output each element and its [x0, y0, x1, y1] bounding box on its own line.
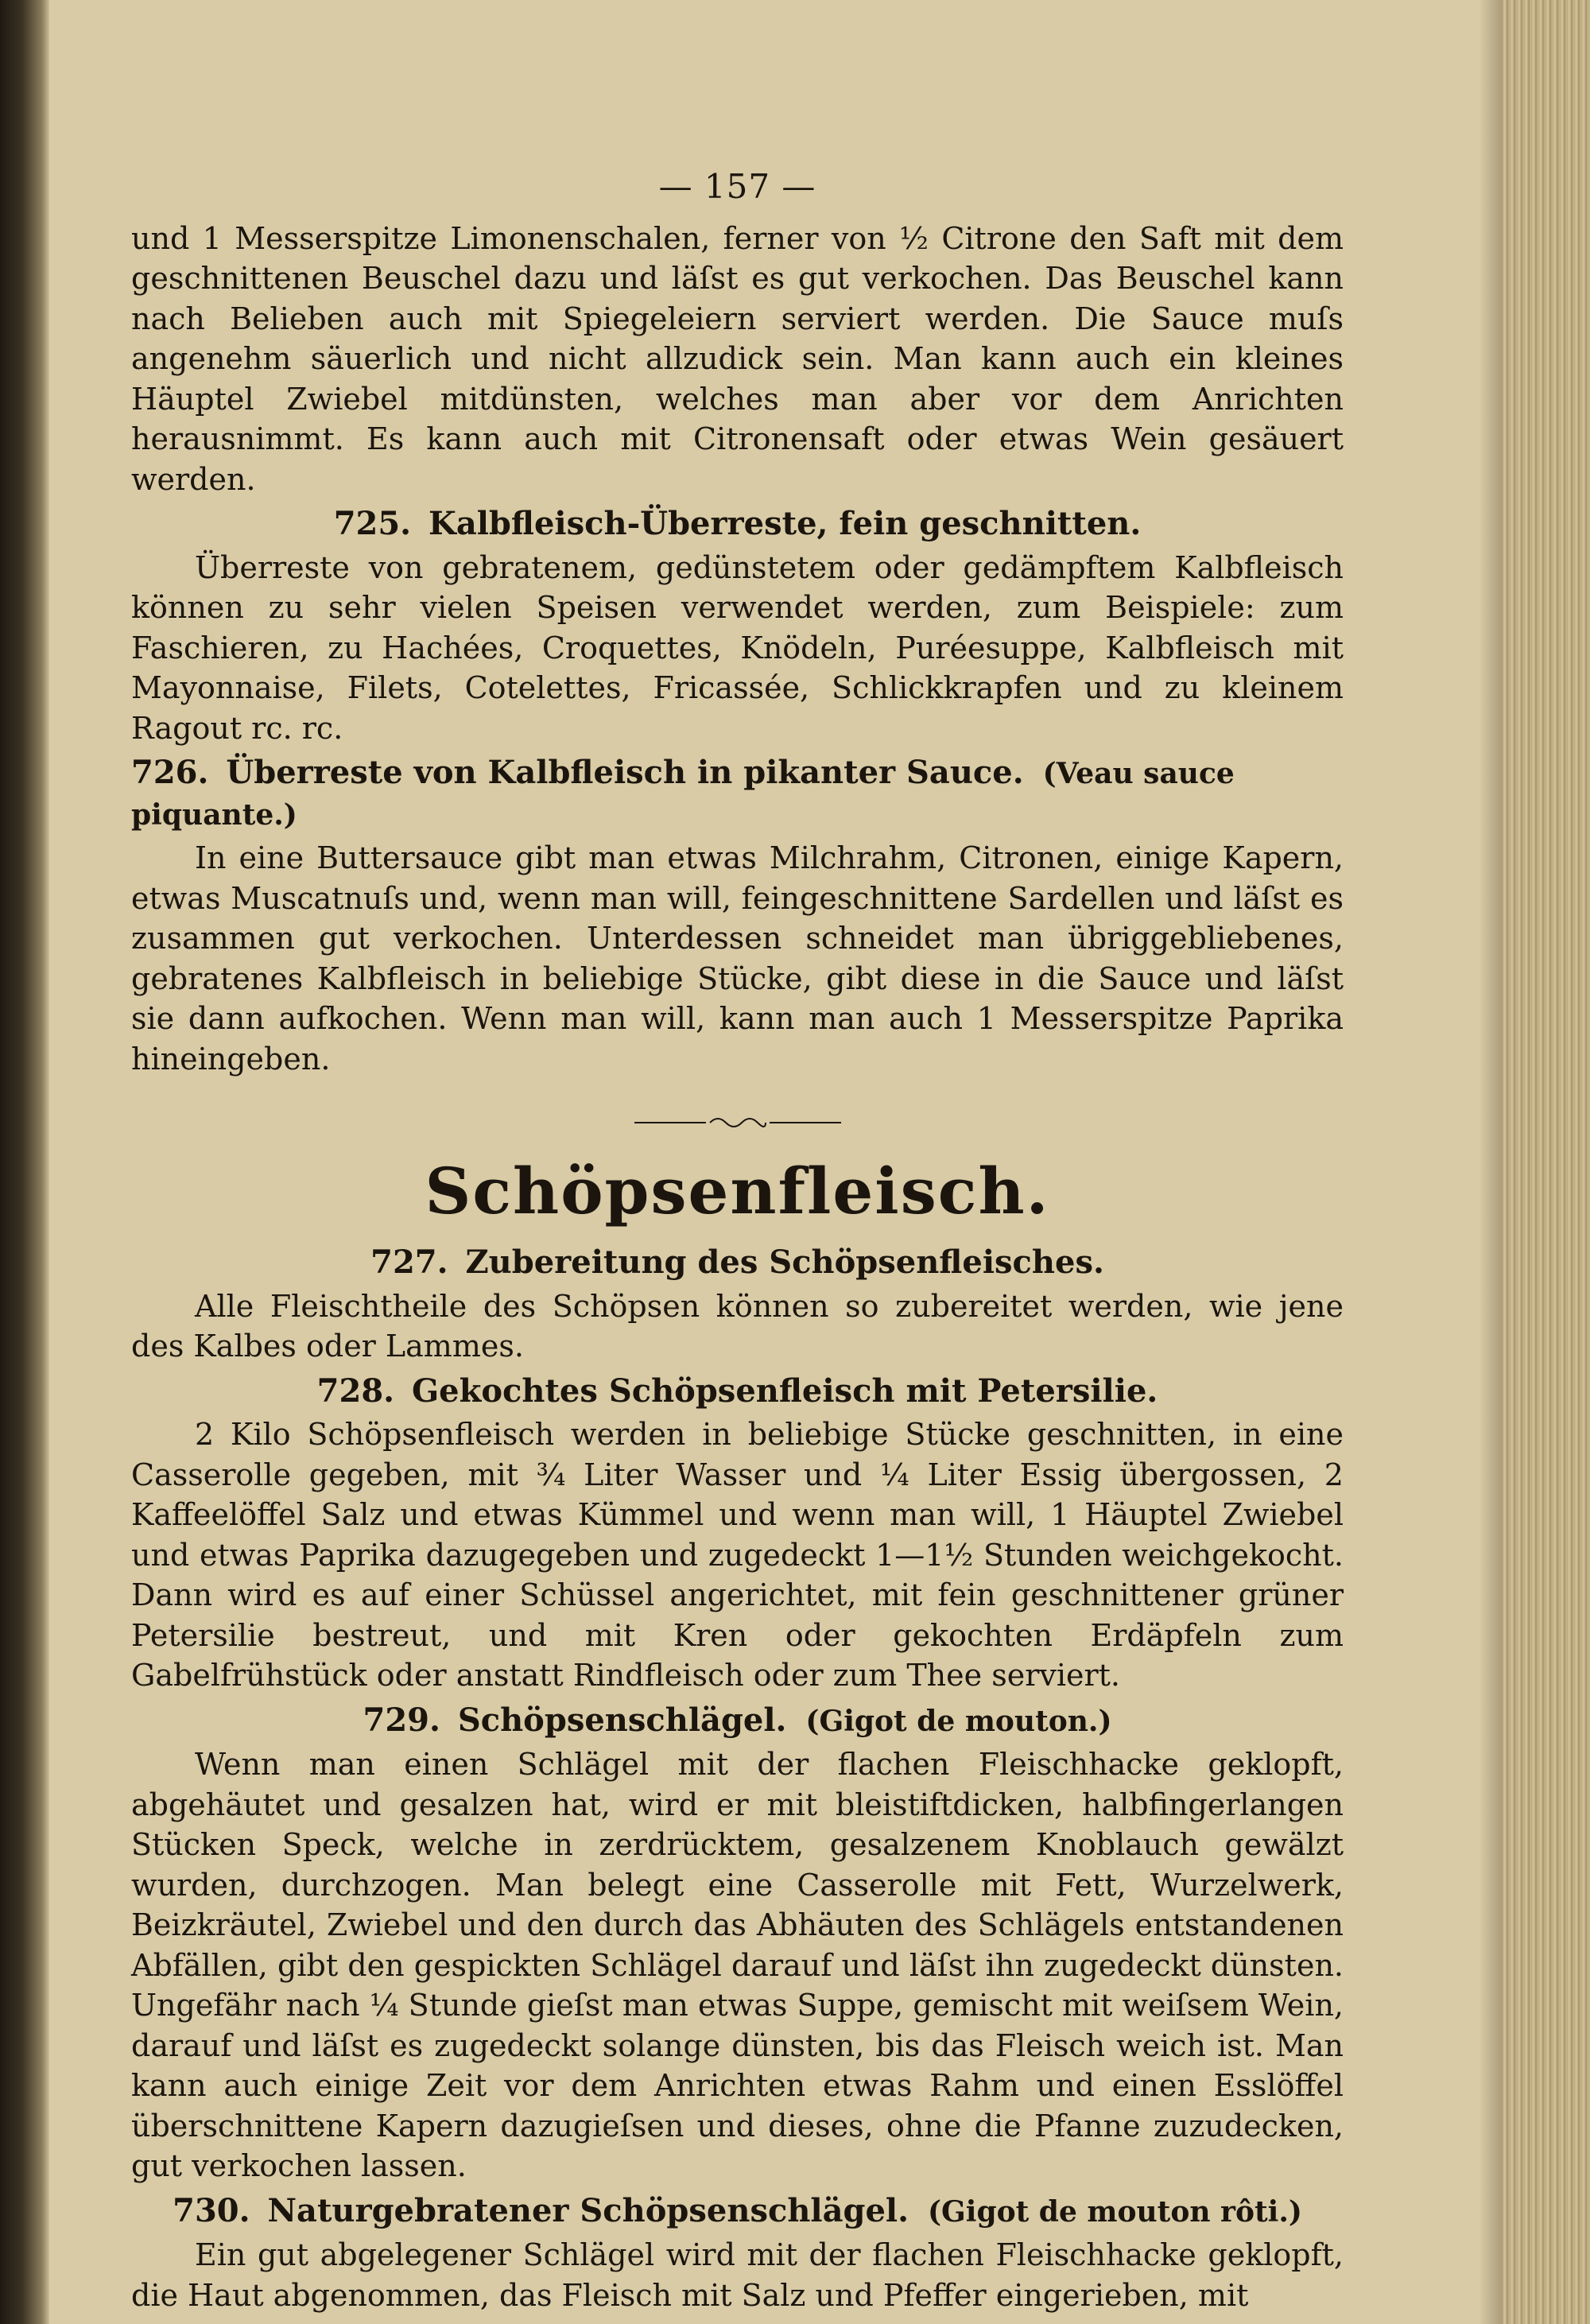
- ornament-icon: [634, 1111, 841, 1135]
- ornament-divider: [131, 1104, 1344, 1128]
- recipe-730-heading: [131, 2191, 1344, 2233]
- recipe-730-number: 730.: [173, 2191, 250, 2229]
- recipe-728-heading: [131, 1372, 1344, 1412]
- recipe-727-title: Zubereitung des Schöpsenfleisches.: [465, 1243, 1104, 1281]
- recipe-729-heading: [131, 1701, 1344, 1742]
- recipe-730-text: Ein gut abgelegener Schlägel wird mit der flachen Fleischhacke geklopft, die Haut abgenommen, das Fleisch mit Salz und Pfeffer eingerieben, mit: [131, 2237, 1344, 2313]
- recipe-727-number: 727.: [370, 1243, 448, 1281]
- recipe-725-title: Kalbfleisch-Überreste, fein geschnitten.: [429, 505, 1142, 542]
- recipe-729-text: Wenn man einen Schlägel mit der flachen Fleischhacke geklopft, abgehäutet und gesalzen hat, wird er mit bleistiftdicken, halbfingerlangen Stücken Speck, welche in zerdrücktem, gesalzenem Knoblauch gewälzt wurden, durchzogen. Man belegt eine Casserolle mit Fett, Wurzelwerk, Beizkräutel, Zwiebel und den durch das Abhäuten des Schlägels entstandenen Abfällen, gibt den gespickten Schlägel darauf und läſst ihn zugedeckt dünsten. Ungefähr nach ¼ Stunde gieſst man etwas Suppe, gemischt mit weiſsem Wein, darauf und läſst es zugedeckt solange dünsten, bis das Fleisch weich ist. Man kann auch einige Zeit vor dem Anrichten etwas Rahm und einen Esslöffel überschnittene Kapern dazugieſsen und dieses, ohne die Pfanne zuzudecken, gut verkochen lassen.: [131, 1747, 1344, 2183]
- recipe-725-heading: [131, 504, 1344, 545]
- recipe-727-text: Alle Fleischtheile des Schöpsen können so zubereitet werden, wie jene des Kalbes oder Lammes.: [131, 1288, 1344, 1364]
- recipe-726-text: In eine Buttersauce gibt man etwas Milchrahm, Citronen, einige Kapern, etwas Muscatnuſs und, wenn man will, feingeschnittene Sardellen und läſst es zusammen gut verkochen. Unterdessen schneidet man übriggebliebenes, gebratenes Kalbfleisch in beliebige Stücke, gibt diese in die Sauce und läſst sie dann aufkochen. Wenn man will, kann man auch 1 Messerspitze Paprika hineingeben.: [131, 840, 1344, 1077]
- page-number: — 157 —: [658, 167, 816, 206]
- recipe-726-number: 726.: [131, 754, 209, 791]
- recipe-728-number: 728.: [316, 1372, 395, 1410]
- intro-paragraph: und 1 Messerspitze Limonenschalen, ferner von ½ Citrone den Saft mit dem geschnittenen Beuschel dazu und läſst es gut verkochen. Das Beuschel kann nach Belieben auch mit Spiegeleiern serviert werden. Die Sauce muſs angenehm säuerlich und nicht allzudick sein. Man kann auch ein kleines Häuptel Zwiebel mitdünsten, welches man aber vor dem Anrichten herausnimmt. Es kann auch mit Citronensaft oder etwas Wein gesäuert werden.: [131, 220, 1344, 497]
- recipe-728-text: 2 Kilo Schöpsenfleisch werden in beliebige Stücke geschnitten, in eine Casserolle gegeben, mit ¾ Liter Wasser und ¼ Liter Essig übergossen, 2 Kaffeelöffel Salz und etwas Kümmel und wenn man will, 1 Häuptel Zwiebel und etwas Paprika dazugegeben und zugedeckt 1—1½ Stunden weichgekocht. Dann wird es auf einer Schüssel angerichtet, mit fein geschnittener grüner Petersilie bestreut, und mit Kren oder gekochten Erdäpfeln zum Gabelfrühstück oder anstatt Rindfleisch oder zum Thee serviert.: [131, 1417, 1344, 1693]
- page-content: [131, 167, 1344, 2315]
- recipe-726-heading: [131, 753, 1344, 835]
- book-spine: [0, 0, 49, 2324]
- recipe-727-heading: [131, 1243, 1344, 1283]
- recipe-729-number: 729.: [363, 1701, 440, 1739]
- recipe-726-latin: (Veau sauce piquante.): [131, 757, 1235, 832]
- recipe-726-title: Überreste von Kalbfleisch in pikanter Sauce.: [226, 754, 1024, 791]
- page-edges: [1503, 0, 1590, 2324]
- recipe-730-latin: (Gigot de mouton rôti.): [928, 2194, 1302, 2229]
- section-title: Schöpsenfleisch.: [425, 1154, 1050, 1228]
- recipe-725-number: 725.: [333, 505, 412, 542]
- page-edge-shadow: [1479, 0, 1503, 2324]
- recipe-730-title: Naturgebratener Schöpsenschlägel.: [267, 2191, 909, 2229]
- recipe-729-latin: (Gigot de mouton.): [805, 1704, 1112, 1738]
- recipe-729-title: Schöpsenschlägel.: [457, 1701, 787, 1739]
- recipe-725-text: Überreste von gebratenem, gedünstetem oder gedämpftem Kalbfleisch können zu sehr vielen Speisen verwendet werden, zum Beispiele: zum Faschieren, zu Hachées, Croquettes, Knödeln, Puréesuppe, Kalbfleisch mit Mayonnaise, Filets, Cotelettes, Fricassée, Schlickkrapfen und zu kleinem Ragout rc. rc.: [131, 549, 1344, 746]
- recipe-728-title: Gekochtes Schöpsenfleisch mit Petersilie.: [412, 1372, 1158, 1410]
